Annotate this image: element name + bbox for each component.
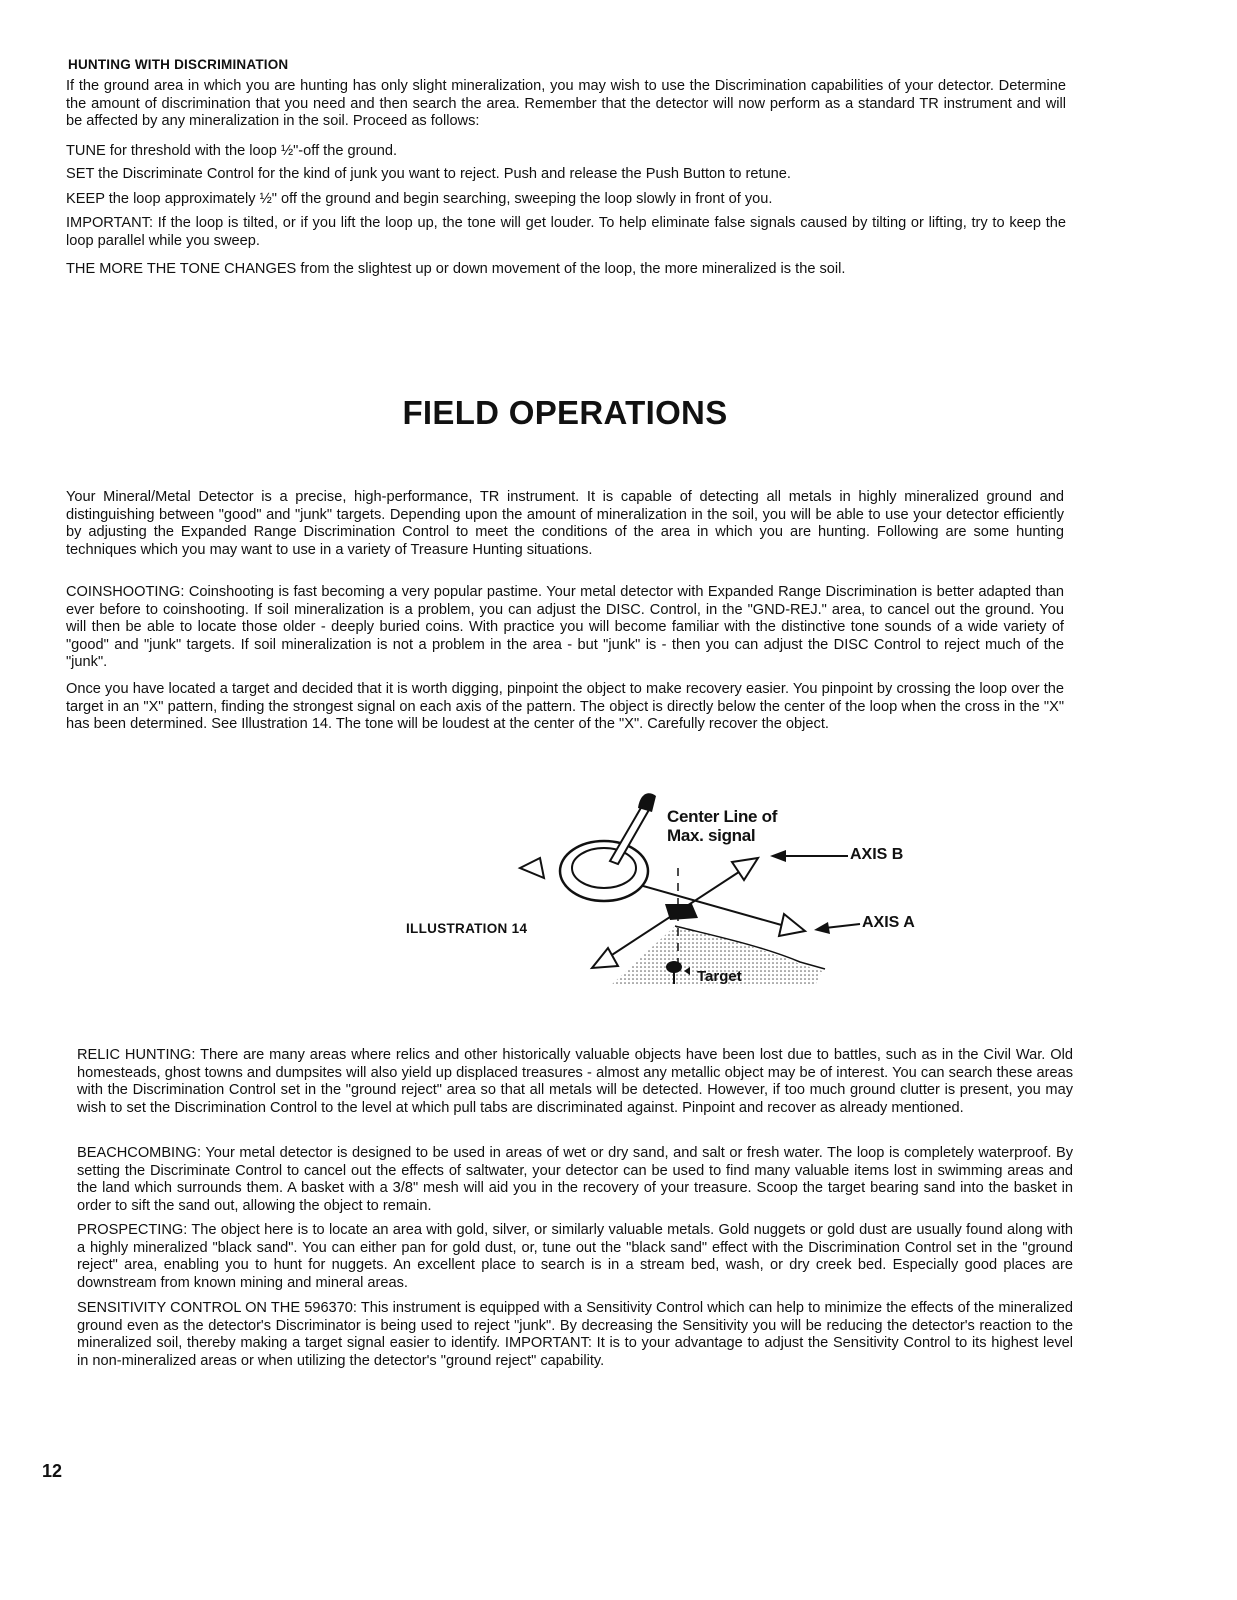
center-line-label-line2: Max. signal (667, 826, 756, 845)
cross-center-mark (665, 904, 698, 920)
section-heading-hunting-with-discrimination: HUNTING WITH DISCRIMINATION (68, 57, 289, 72)
axis-a-pointer (825, 924, 860, 928)
paragraph-tune: TUNE for threshold with the loop ½"-off the ground. (66, 143, 398, 159)
center-line-label-line1: Center Line of (667, 807, 778, 826)
paragraph-discrimination-intro: If the ground area in which you are hunting has only slight mineralization, you may wish to use the Discrimination capabilities of your detector. Determine the amount of discrimination that you need and then search the area. Remember that the detector will now perform as a standard TR instrument and will be affected by any mineralization in the soil. Proceed as follows: (66, 78, 1066, 130)
paragraph-beachcombing: BEACHCOMBING: Your metal detector is designed to be used in areas of wet or dry sand, and salt or fresh water. The loop is completely waterproof. By setting the Discriminate Control to cancel out the effects of saltwater, your detector can be used to find many valuable items lost in swimming areas and the land which surrounds them. A basket with a 3/8" mesh will aid you in the recovery of your treasure. Scoop the target bearing sand into the basket in order to sift the sand out, allowing the object to remain. (77, 1145, 1073, 1214)
paragraph-set: SET the Discriminate Control for the kind of junk you want to reject. Push and release the Push Button to retune. (66, 166, 791, 182)
illustration-label: ILLUSTRATION 14 (406, 921, 528, 936)
paragraph-pinpoint: Once you have located a target and decided that it is worth digging, pinpoint the object to make recovery easier. You pinpoint by crossing the loop over the target in an "X" pattern, finding the strongest signal on each axis of the pattern. The object is directly below the center of the loop when the cross in the "X" has been determined. See Illustration 14. The tone will be loudest at the center of the "X". Carefully recover the object. (66, 681, 1064, 733)
axis-a-pointer-head (814, 922, 830, 934)
axis-b-lower-arrowhead (592, 948, 618, 968)
page-number: 12 (42, 1461, 63, 1481)
paragraph-coinshooting: COINSHOOTING: Coinshooting is fast becoming a very popular pastime. Your metal detector with Expanded Range Discrimination is better adapted than ever before to coinshooting. If soil mineralization is a problem, you can adjust the DISC. Control, in the "GND-REJ." area, to cancel out the ground. You will then be able to locate those older - deeply buried coins. With practice you will become familiar with the distinctive tone sounds of a wide variety of "good" and "junk" targets. If soil mineralization is not a problem in the area - but "junk" is - then you can adjust the DISC Control to reject much of the "junk". (66, 584, 1064, 671)
paragraph-keep: KEEP the loop approximately ½" off the ground and begin searching, sweeping the loop slowly in front of you. (66, 191, 773, 207)
axis-b-arrowhead (732, 858, 758, 880)
center-line-label (667, 807, 777, 845)
paragraph-field-intro: Your Mineral/Metal Detector is a precise, high-performance, TR instrument. It is capable of detecting all metals in highly mineralized ground and distinguishing between "good" and "junk" targets. Depending upon the amount of mineralization in the soil, you will be able to use your detector efficiently by adjusting the Expanded Range Discrimination Control to meet the conditions of the area in which you are hunting. Following are some hunting techniques which you may want to use in a variety of Treasure Hunting situations. (66, 489, 1064, 558)
axis-b-pointer-head (770, 850, 786, 862)
axis-a-arrowhead (779, 914, 805, 936)
paragraph-tone-changes: THE MORE THE TONE CHANGES from the slightest up or down movement of the loop, the more mineralized is the soil. (66, 261, 846, 277)
axis-a-label: AXIS A (862, 914, 915, 931)
paragraph-relic-hunting: RELIC HUNTING: There are many areas where relics and other historically valuable objects have been lost due to battles, such as in the Civil War. Old homesteads, ghost towns and dumpsites will also yield up displaced treasures - almost any metallic object may be of interest. You can search these areas with the Discrimination Control set in the "ground reject" area so that all metals will be detected. However, if too much ground clutter is present, you may wish to set the Discrimination Control to the level at which pull tabs are discriminated against. Pinpoint and recover as already mentioned. (77, 1047, 1073, 1116)
paragraph-sensitivity-control: SENSITIVITY CONTROL ON THE 596370: This instrument is equipped with a Sensitivity Control which can help to minimize the effects of the mineralized ground even as the detector's Discriminator is being used to reject "junk". By decreasing the Sensitivity you will be reducing the detector's reaction to the mineralized soil, thereby making a target signal easier to identify. IMPORTANT: It is to your advantage to adjust the Sensitivity Control to its highest level in non-mineralized areas or when utilizing the detector's "ground reject" capability. (77, 1300, 1073, 1369)
target-label: Target (697, 968, 742, 985)
axis-b-label: AXIS B (850, 846, 904, 863)
axis-a-left-arrowhead (520, 858, 544, 878)
paragraph-prospecting: PROSPECTING: The object here is to locate an area with gold, silver, or similarly valuable metals. Gold nuggets or gold dust are usually found along with a highly mineralized "black sand". You can either pan for gold dust, or, tune out the "black sand" effect with the Discrimination Control set in the "ground reject" area, enabling you to hunt for nuggets. An excellent place to search is in a stream bed, wash, or dry creek bed. Especially good places are downstream from known mining and mineral areas. (77, 1222, 1073, 1291)
paragraph-important-tilt: IMPORTANT: If the loop is tilted, or if you lift the loop up, the tone will get louder. To help eliminate false signals caused by tilting or lifting, try to keep the loop parallel while you sweep. (66, 215, 1066, 249)
page-title-field-operations: FIELD OPERATIONS (402, 394, 728, 431)
